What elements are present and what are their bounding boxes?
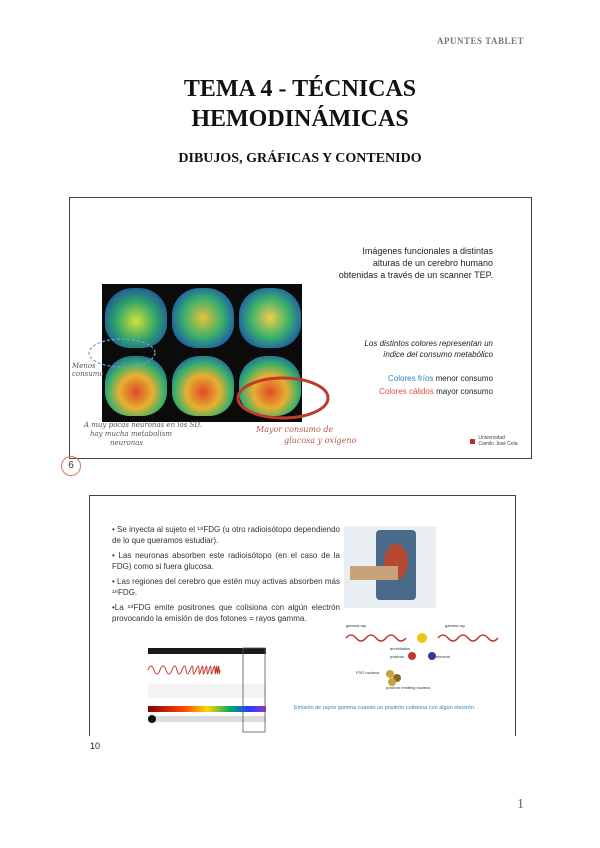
bullet-list xyxy=(112,524,340,624)
bullet-4: •La ¹⁸FDG emite positrones que colisiona con algún electrón provocando la emisión de dos fotones = rayos gamma. xyxy=(112,603,340,623)
note-left: Menos consumo xyxy=(72,362,104,378)
pet-scanner-image xyxy=(344,526,436,608)
color-legend xyxy=(313,372,493,398)
annihilation-diagram xyxy=(342,620,514,692)
note-bottom: A muy pocas neuronas en los SD. hay mucha metabolism neuronas xyxy=(84,421,202,447)
annihilation-flash xyxy=(417,633,427,643)
slide-pet-images xyxy=(69,197,532,459)
gamma-wave-right xyxy=(438,635,498,641)
gamma-wave-left xyxy=(346,635,406,641)
slide-number-badge: 6 xyxy=(61,456,81,476)
annotation-overlay xyxy=(70,198,531,458)
bullet-3: • Las regiones del cerebro que estén muy activas absorben más ¹⁸FDG. xyxy=(112,577,340,597)
caption-block: Imágenes funcionales a distintas alturas de un cerebro humano obtenidas a través de un scanner TEP. xyxy=(338,246,493,280)
label-annihilation: annihilation xyxy=(390,646,411,651)
label-gamma-right: gamma ray xyxy=(445,623,466,628)
page-subtitle: DIBUJOS, GRÁFICAS Y CONTENIDO xyxy=(178,151,422,166)
slide-page-number: 10 xyxy=(90,741,101,751)
title-line-2: HEMODINÁMICAS xyxy=(191,106,409,132)
university-logo: Universidad Camilo José Cela xyxy=(470,435,518,447)
page-title xyxy=(0,74,600,134)
em-spectrum-svg xyxy=(118,646,268,734)
label-electron: electron xyxy=(436,654,451,659)
label-fdg: FDG nucleus xyxy=(356,670,380,675)
logo-icon xyxy=(470,439,475,444)
positron-dot xyxy=(408,652,416,660)
diagram-caption: Emisión de rayos gamma cuando un positrón colisiona con algún electrón. xyxy=(294,705,476,711)
spectrum-bar xyxy=(148,706,266,712)
scanner-bed xyxy=(350,566,398,580)
nucleus-1 xyxy=(386,670,394,678)
slide-fdg xyxy=(89,495,516,736)
page-number: 1 xyxy=(517,797,524,812)
electron-dot xyxy=(428,652,436,660)
bullet-2: • Las neuronas absorben este radioisótopo (en el caso de la FDG) como si fuera glucosa. xyxy=(112,551,340,571)
label-positron-emitting: positron emitting nucleus xyxy=(386,685,431,690)
bullet-1: • Se inyecta al sujeto el ¹⁸FDG (u otro radioisótopo dependiendo de lo que queramos estudiar). xyxy=(112,525,340,545)
italic-caption: Los distintos colores representan un índice del consumo metabólico xyxy=(364,339,493,359)
em-spectrum-figure xyxy=(118,646,268,734)
label-gamma-left: gamma ray xyxy=(346,623,367,628)
header-tag: APUNTES TABLET xyxy=(437,36,524,46)
note-right: Mayor consumo de glucosa y oxígeno xyxy=(256,425,357,445)
legend-warm: Colores cálidos mayor consumo xyxy=(379,387,493,396)
legend-cold: Colores fríos menor consumo xyxy=(388,374,493,383)
label-positron: positron xyxy=(390,654,405,659)
wave-line xyxy=(148,666,220,674)
title-line-1: TEMA 4 - TÉCNICAS xyxy=(183,76,417,102)
